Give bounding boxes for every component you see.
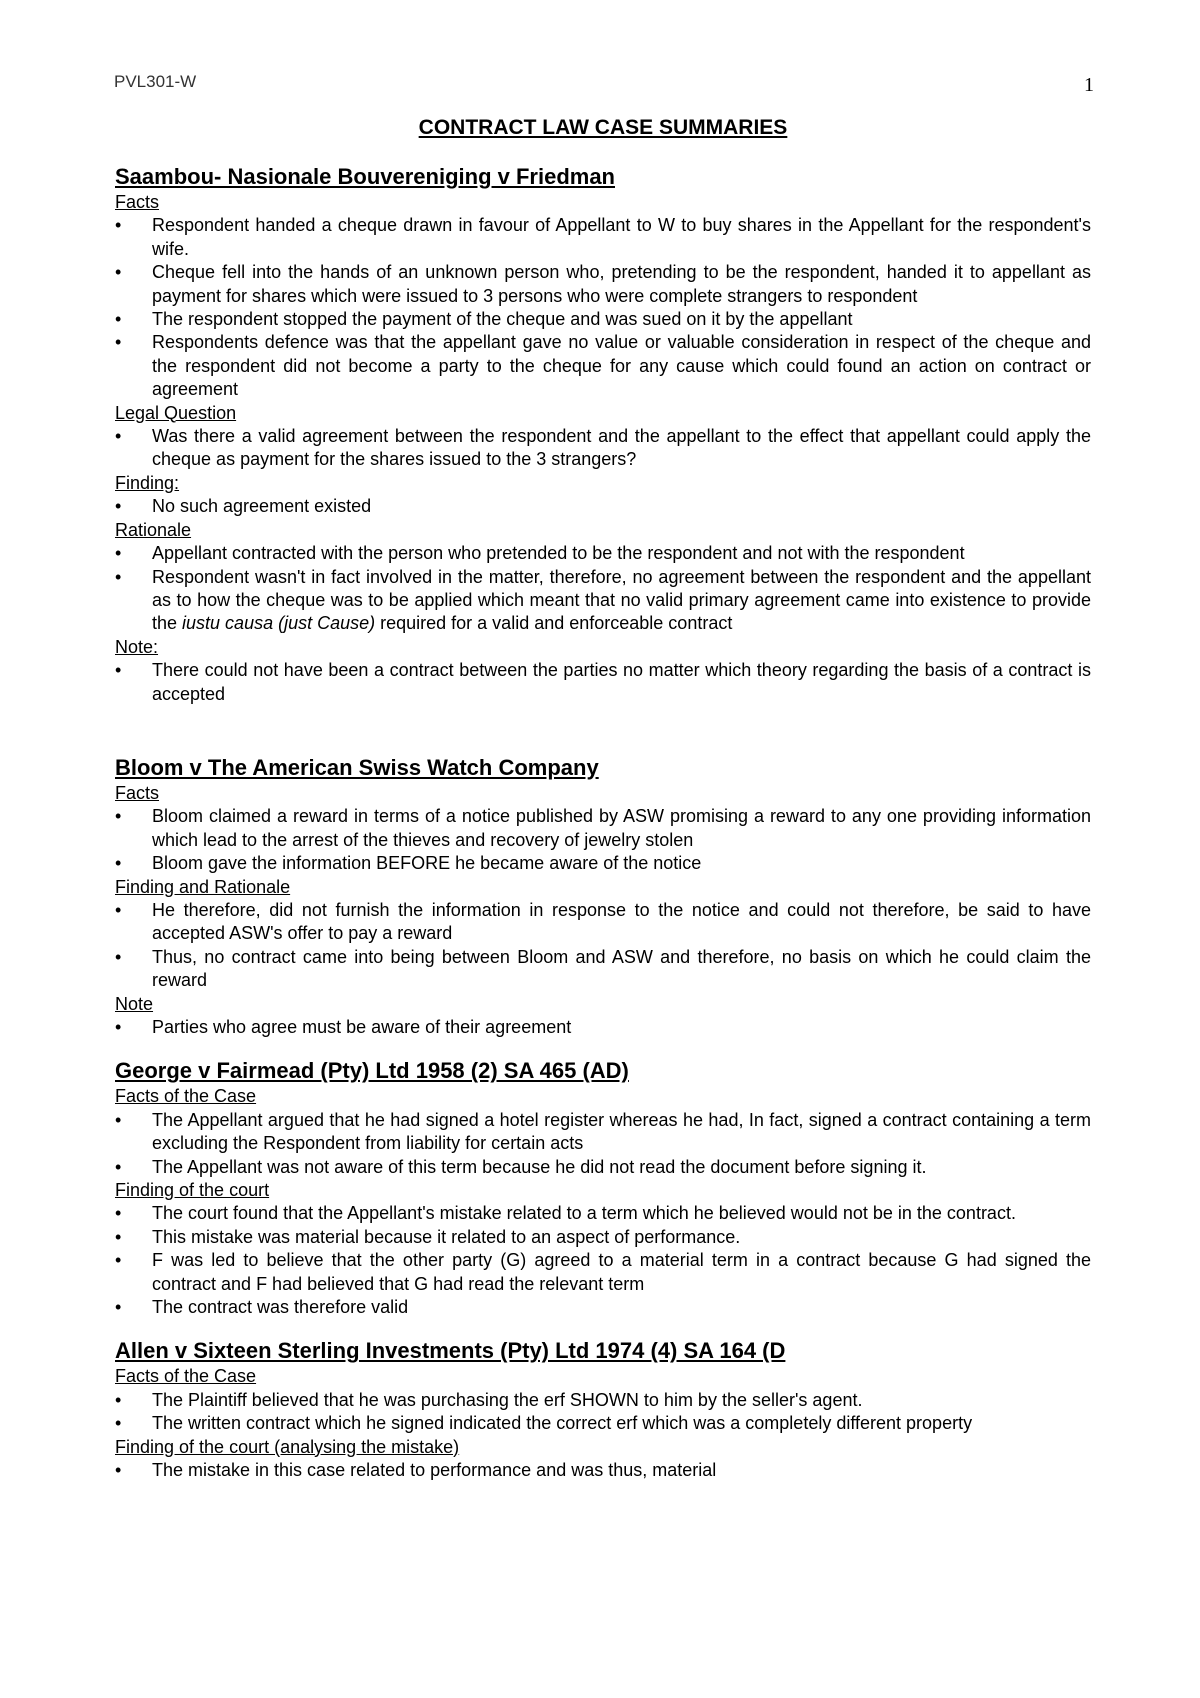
case-title: Allen v Sixteen Sterling Investments (Pty) Ltd 1974 (4) SA 164 (D [115,1338,786,1364]
bullet-list [115,425,1091,472]
bullet-list [115,495,1091,518]
list-item: • He therefore, did not furnish the information in response to the notice and could not therefore, be said to have accepted ASW's offer to pay a reward [115,899,1091,946]
bullet-list [115,1202,1091,1319]
bullet-list [115,1016,1091,1039]
section-label: Legal Question [115,402,237,423]
list-item: • The respondent stopped the payment of the cheque and was sued on it by the appellant [115,308,1091,331]
bullet-list [115,214,1091,401]
bullet-list [115,805,1091,875]
list-item: • No such agreement existed [115,495,1091,518]
case-title: Saambou- Nasionale Bouvereniging v Friedman [115,164,615,189]
bullet-list [115,1459,1091,1482]
case-george [115,1057,1091,1319]
spacer [115,706,1091,754]
section-label: Facts of the Case [115,1366,257,1387]
list-item: • The mistake in this case related to performance and was thus, material [115,1459,1091,1482]
list-item: • Bloom claimed a reward in terms of a notice published by ASW promising a reward to any one providing information which lead to the arrest of the thieves and recovery of jewelry stolen [115,805,1091,852]
bullet-list [115,659,1091,706]
list-item: • Was there a valid agreement between the respondent and the appellant to the effect that appellant could apply the cheque as payment for the shares issued to the 3 strangers? [115,425,1091,472]
italic-term: iustu causa (just Cause) [182,613,376,634]
case-allen [115,1337,1091,1482]
bullet-list [115,1389,1091,1436]
list-item: • This mistake was material because it related to an aspect of performance. [115,1226,1091,1249]
list-item: • Parties who agree must be aware of their agreement [115,1016,1091,1039]
section-label: Finding and Rationale [115,876,291,897]
list-item: • The Appellant argued that he had signed a hotel register whereas he had, In fact, signed a contract containing a term excluding the Respondent from liability for certain acts [115,1109,1091,1156]
text-run: required for a valid and enforceable contract [375,613,733,634]
section-label: Rationale [115,519,192,540]
spacer [115,1319,1091,1337]
list-item: • F was led to believe that the other party (G) agreed to a material term in a contract because G had signed the contract and F had believed that G had read the relevant term [115,1249,1091,1296]
spacer [115,1039,1091,1057]
list-item: • The contract was therefore valid [115,1296,1091,1319]
list-item: • Respondents defence was that the appellant gave no value or valuable consideration in respect of the cheque and the respondent did not become a party to the cheque for any cause which could found an action on contract or agreement [115,331,1091,401]
list-item: • The Plaintiff believed that he was purchasing the erf SHOWN to him by the seller's agent. [115,1389,1091,1412]
section-label: Finding of the court [115,1180,270,1201]
case-title: Bloom v The American Swiss Watch Company [115,754,599,780]
bullet-list [115,1109,1091,1179]
list-item [115,566,1091,636]
section-label: Finding: [115,472,180,493]
text-run: Respondent wasn't in fact involved in the matter, therefore, no agreement between the respondent and the appellant as to how the cheque was to be applied which meant that no valid primary agreement came into existence to provide the [152,566,1091,634]
list-item: • There could not have been a contract between the parties no matter which theory regarding the basis of a contract is accepted [115,659,1091,706]
list-item: • Bloom gave the information BEFORE he became aware of the notice [115,852,1091,875]
document-body [115,113,1091,1483]
section-label: Facts [115,192,160,212]
section-label: Note: [115,636,159,657]
bullet-list [115,899,1091,993]
list-item: • The Appellant was not aware of this term because he did not read the document before signing it. [115,1156,1091,1179]
section-label: Finding of the court (analysing the mistake) [115,1436,460,1457]
list-item: • The court found that the Appellant's mistake related to a term which he believed would not be in the contract. [115,1202,1091,1225]
list-item: • Thus, no contract came into being between Bloom and ASW and therefore, no basis on which he could claim the reward [115,946,1091,993]
section-label: Note [115,993,154,1014]
page-number: 1 [1084,74,1094,96]
course-code: PVL301-W [114,72,197,91]
document-title: CONTRACT LAW CASE SUMMARIES [418,116,788,139]
section-label: Facts [115,782,160,803]
list-item: • Respondent handed a cheque drawn in favour of Appellant to W to buy shares in the Appellant for the respondent's wife. [115,214,1091,261]
list-item: • Appellant contracted with the person who pretended to be the respondent and not with the respondent [115,542,1091,565]
bullet-list [115,542,1091,636]
list-item: • The written contract which he signed indicated the correct erf which was a completely different property [115,1412,1091,1435]
case-saambou [115,163,1091,706]
case-bloom [115,754,1091,1039]
case-title: George v Fairmead (Pty) Ltd 1958 (2) SA 465 (AD) [115,1058,629,1084]
list-item: • Cheque fell into the hands of an unknown person who, pretending to be the respondent, handed it to appellant as payment for shares which were issued to 3 persons who were complete strangers to respondent [115,261,1091,308]
section-label: Facts of the Case [115,1086,257,1107]
